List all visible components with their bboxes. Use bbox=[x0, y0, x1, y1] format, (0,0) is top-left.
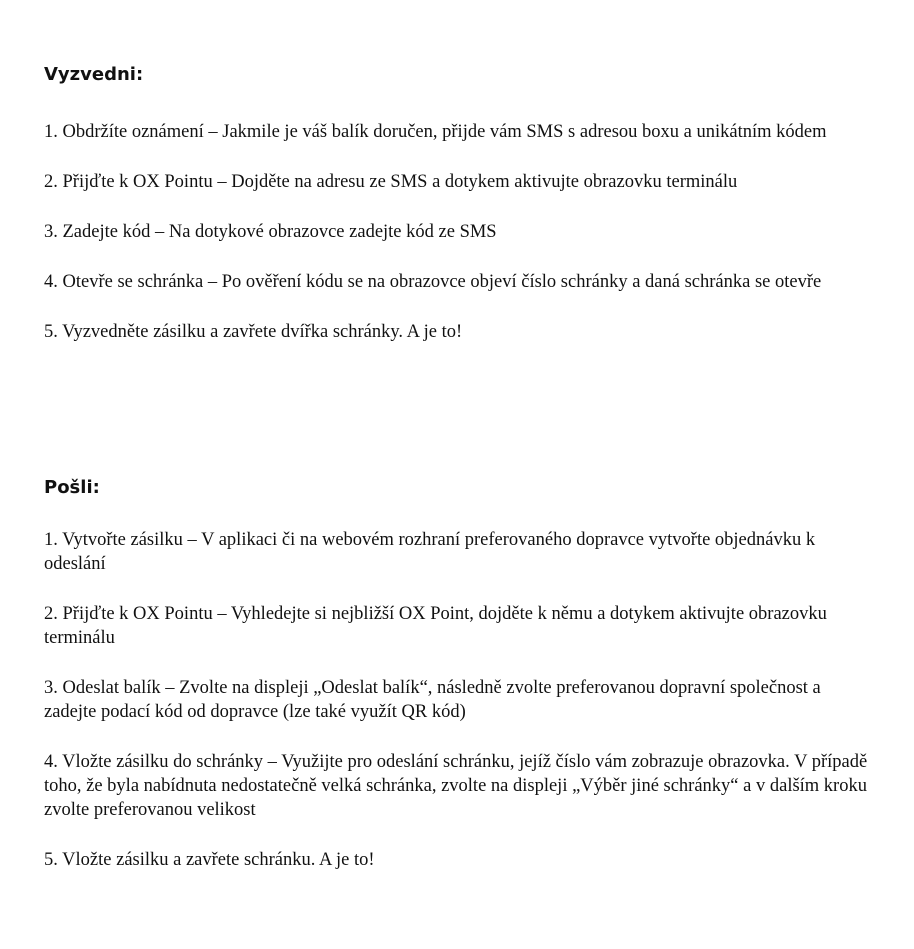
pickup-steps-list bbox=[44, 120, 874, 344]
send-step-4: 4. Vložte zásilku do schránky – Využijte pro odeslání schránku, jejíž číslo vám zobrazuje obrazovka. V případě toho, že byla nabídnuta nedostatečně velká schránka, zvolte na displeji „Výběr jiné schránky“ a v dalším kroku zvolte preferovanou velikost bbox=[44, 752, 868, 820]
pickup-step-5: 5. Vyzvedněte zásilku a zavřete dvířka schránky. A je to! bbox=[44, 322, 463, 342]
send-step-3: 3. Odeslat balík – Zvolte na displeji „Odeslat balík“, následně zvolte preferovanou dopravní společnost a zadejte podací kód od dopravce (lze také využít QR kód) bbox=[44, 678, 821, 722]
pickup-step-3: 3. Zadejte kód – Na dotykové obrazovce zadejte kód ze SMS bbox=[44, 222, 497, 242]
send-steps-list bbox=[44, 528, 874, 872]
send-step-2: 2. Přijďte k OX Pointu – Vyhledejte si nejbližší OX Point, dojděte k němu a dotykem aktivujte obrazovku terminálu bbox=[44, 604, 827, 648]
send-step-1: 1. Vytvořte zásilku – V aplikaci či na webovém rozhraní preferovaného dopravce vytvořte objednávku k odeslání bbox=[44, 530, 816, 574]
send-step-5: 5. Vložte zásilku a zavřete schránku. A je to! bbox=[44, 850, 375, 870]
pickup-step-1: 1. Obdržíte oznámení – Jakmile je váš balík doručen, přijde vám SMS s adresou boxu a unikátním kódem bbox=[44, 122, 827, 142]
pickup-step-2: 2. Přijďte k OX Pointu – Dojděte na adresu ze SMS a dotykem aktivujte obrazovku terminálu bbox=[44, 172, 738, 192]
pickup-step-4: 4. Otevře se schránka – Po ověření kódu se na obrazovce objeví číslo schránky a daná schránka se otevře bbox=[44, 272, 822, 292]
send-heading: Pošli: bbox=[44, 477, 100, 498]
pickup-heading: Vyzvedni: bbox=[44, 64, 144, 85]
